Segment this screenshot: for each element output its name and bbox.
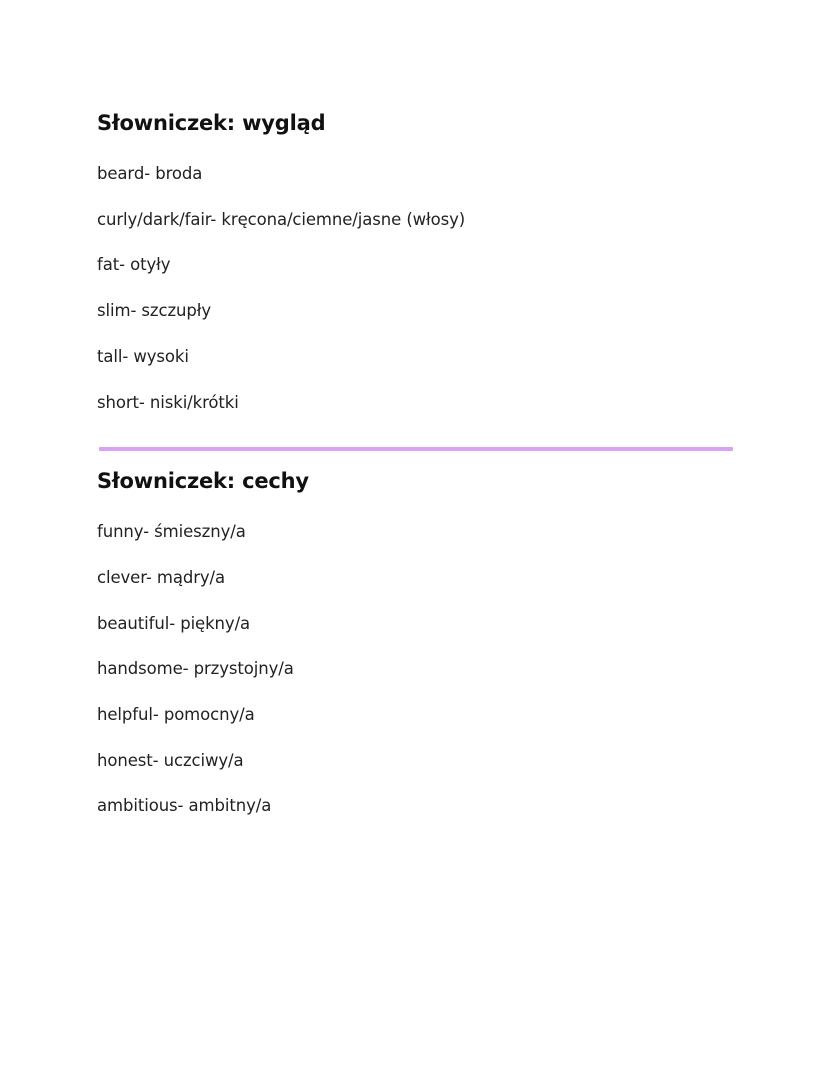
vocab-entry-tall: tall- wysoki (97, 347, 189, 366)
vocab-entry-slim: slim- szczupły (97, 301, 212, 320)
vocab-entry-fat: fat- otyły (97, 255, 171, 274)
vocab-entry-beautiful: beautiful- piękny/a (97, 614, 251, 633)
vocab-entry-honest: honest- uczciwy/a (97, 751, 244, 770)
vocab-entry-ambitious: ambitious- ambitny/a (97, 796, 272, 815)
section-divider (99, 447, 733, 451)
vocab-entry-beard: beard- broda (97, 164, 203, 183)
section-title-appearance: Słowniczek: wygląd (97, 111, 326, 135)
section-title-traits: Słowniczek: cechy (97, 469, 309, 493)
vocab-entry-hair: curly/dark/fair- kręcona/ciemne/jasne (włosy) (97, 210, 466, 229)
vocab-entry-handsome: handsome- przystojny/a (97, 659, 294, 678)
vocab-entry-short: short- niski/krótki (97, 393, 239, 412)
vocab-entry-helpful: helpful- pomocny/a (97, 705, 255, 724)
vocab-entry-funny: funny- śmieszny/a (97, 522, 246, 541)
vocab-entry-clever: clever- mądry/a (97, 568, 226, 587)
